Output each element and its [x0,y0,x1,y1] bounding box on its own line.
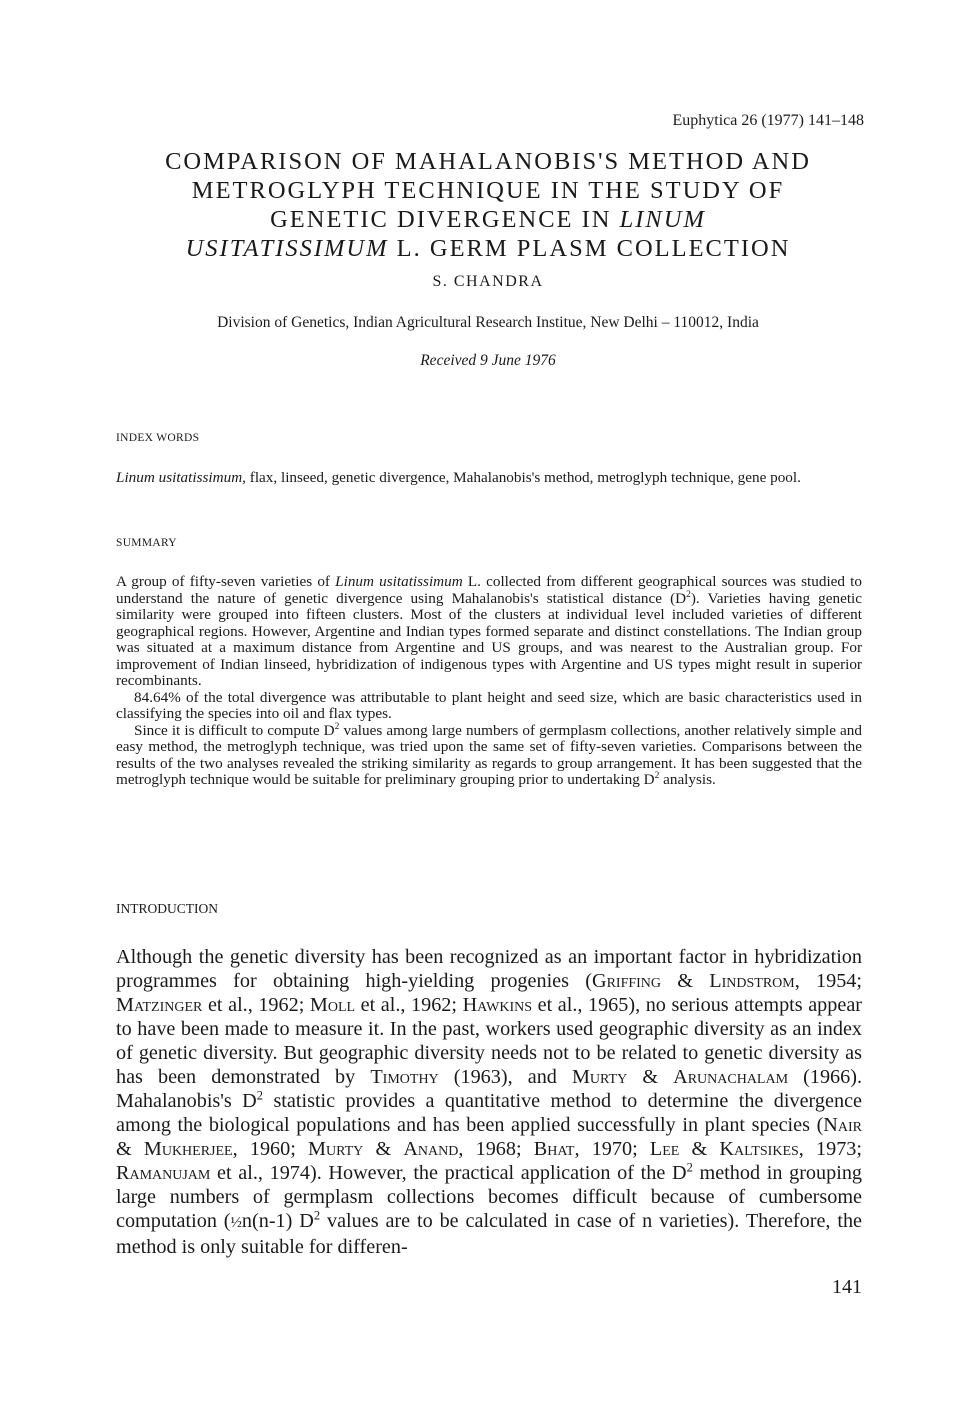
received-date: Received 9 June 1976 [420,352,556,369]
cited-author: Lee [649,1138,680,1160]
cited-author: Murty [308,1138,364,1160]
cited-author: Bhat [533,1138,575,1160]
summary-text: Since it is difficult to compute D [134,721,335,739]
cited-author: Hawkins [462,994,533,1016]
body-text: (1963), and [438,1066,572,1088]
superscript: 2 [256,1088,264,1103]
introduction-body [116,945,862,1259]
author-name: S. CHANDRA [432,273,544,290]
body-text: , 1960; [232,1138,309,1160]
index-words-list: , flax, linseed, genetic divergence, Mahalanobis's method, metroglyph technique, gene pool. [242,469,801,486]
cited-author: Arunachalam [673,1066,789,1088]
cited-author: Matzinger [116,994,203,1016]
summary-paragraph [116,574,862,690]
body-text: et al., 1965), no serious attempts appear to have been made to measure it. In the past, workers used geographic diversity as an index of genetic diversity. But geographic diversity needs not to be related to genetic diversity as has been demonstrated by [116,994,863,1088]
body-text: & [679,1138,720,1160]
body-text: n(n-1) D [241,1210,314,1232]
cited-author: Mukherjee [143,1138,233,1160]
body-text: et al., 1962; [355,994,463,1016]
journal-reference: Euphytica 26 (1977) 141–148 [672,112,864,129]
article-title [112,147,864,263]
body-text: values are to be calculated in case of n varieties). Therefore, the method is only suitable for differen- [116,1210,863,1258]
cited-author: Lindstrom [709,970,795,992]
summary-text: A group of fifty-seven varieties of [116,573,336,590]
title-species-epithet: USITATISSIMUM [185,235,389,262]
title-species-genus: LINUM [619,206,706,233]
summary-text: L. collected from different geographical sources was studied to understand the nature of genetic divergence using Mahalanobis's statistical distance (D [116,573,862,607]
species-name: Linum usitatissimum [116,469,243,486]
title-line: METROGLYPH TECHNIQUE IN THE STUDY OF [191,177,785,204]
body-text: & [627,1066,674,1088]
title-line [112,205,864,234]
superscript: 2 [686,589,691,600]
index-words-text [116,470,862,487]
cited-author: Murty [571,1066,628,1088]
body-text: et al., 1962; [202,994,310,1016]
body-text: , 1973; [798,1138,863,1160]
index-words-heading: INDEX WORDS [116,432,200,444]
summary-body [116,574,862,789]
title-line: COMPARISON OF MAHALANOBIS'S METHOD AND [165,148,811,175]
fraction-half: ½ [230,1214,242,1231]
cited-author: Anand [403,1138,459,1160]
body-text: & [116,1138,144,1160]
summary-paragraph: 84.64% of the total divergence was attributable to plant height and seed size, which are basic characteristics used in classifying the species into oil and flax types. [116,688,862,722]
superscript: 2 [654,770,660,781]
summary-text: values among large numbers of germplasm collections, another relatively simple and easy method, the metroglyph technique, was tried upon the same set of fifty-seven varieties. Comparisons between the results of the two analyses revealed the striking similarity as regards to group arrangement. It has been suggested that the metroglyph technique would be suitable for preliminary grouping prior to undertaking D [116,721,862,788]
body-text: , 1970; [574,1138,650,1160]
species-name: Linum usitatissimum [335,573,463,590]
title-line [112,234,864,263]
superscript: 2 [313,1208,321,1223]
title-text: L. GERM PLASM COLLECTION [388,235,791,262]
cited-author: Moll [309,994,356,1016]
cited-author: Kaltsikes [719,1138,799,1160]
body-text: statistic provides a quantitative method to determine the divergence among the biological populations and has been applied successfully in plant species ( [116,1090,862,1136]
cited-author: Nair [823,1114,862,1136]
body-text: method in grouping large numbers of germplasm collections becomes difficult because of cumbersome computation ( [116,1162,863,1232]
body-text: , 1968; [458,1138,534,1160]
superscript: 2 [686,1160,693,1175]
body-text: Although the genetic diversity has been recognized as an important factor in hybridization programmes for obtaining high-yielding progenies ( [116,946,862,992]
summary-text: analysis. [659,771,716,788]
summary-text: ). Varieties having genetic similarity were grouped into fifteen clusters. Most of the clusters at individual level included varieties of different geographical regions. However, Argentine and Indian types formed separate and distinct constellations. The Indian group was situated at a maximum distance from Argentine and US groups, and was nearest to the Australian group. For improvement of Indian linseed, hybridization of indigenous types with Argentine and US types might result in superior recombinants. [116,589,862,689]
body-text: & [363,1138,404,1160]
page-number: 141 [832,1276,862,1298]
body-text: et al., 1974). However, the practical application of the D [210,1162,687,1184]
author-affiliation: Division of Genetics, Indian Agricultural Research Institue, New Delhi – 110012, India [217,314,759,331]
summary-paragraph [116,723,862,789]
cited-author: Griffing [591,970,662,992]
superscript: 2 [334,721,340,732]
title-text: GENETIC DIVERGENCE IN [270,206,620,233]
body-text: , 1954; [794,970,863,992]
body-text: (1966). Mahalanobis's D [116,1066,863,1112]
body-text: & [661,970,710,992]
cited-author: Ramanujam [116,1162,211,1184]
cited-author: Timothy [370,1066,439,1088]
summary-heading: SUMMARY [116,537,177,549]
introduction-heading: INTRODUCTION [116,901,218,916]
